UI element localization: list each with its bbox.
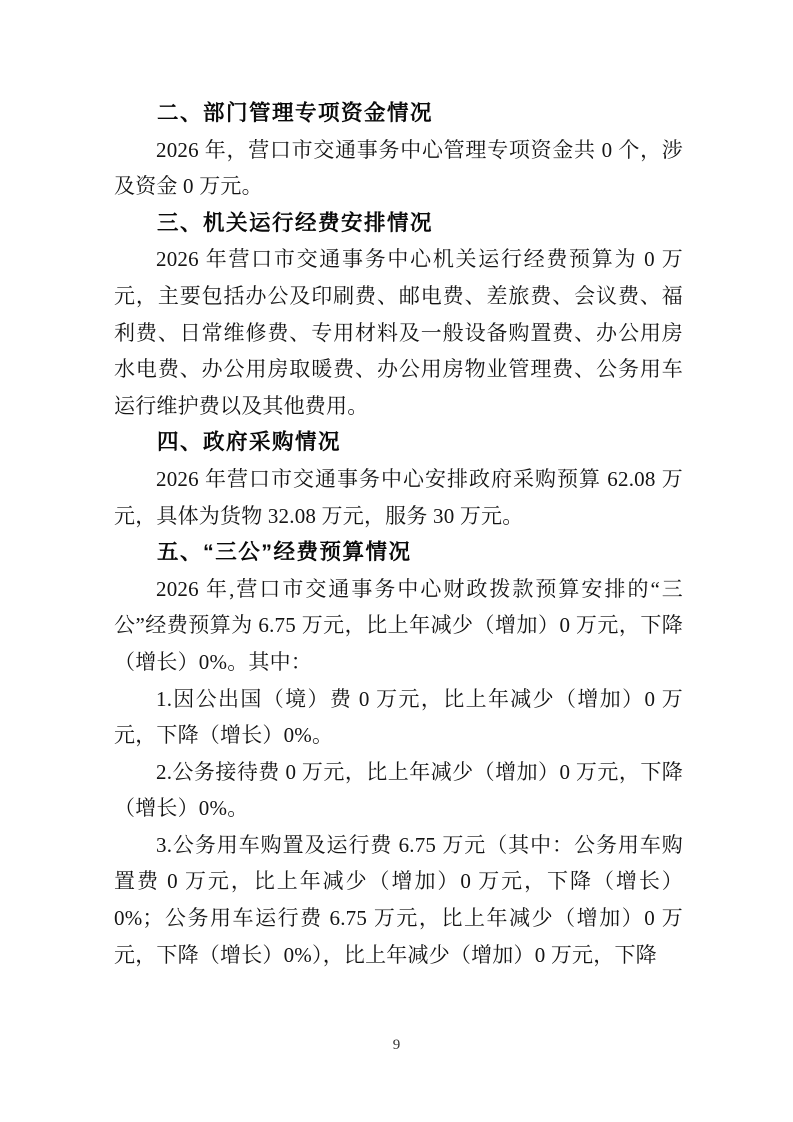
section-heading: 五、“三公”经费预算情况 bbox=[157, 540, 412, 565]
body-paragraph: 2026 年，营口市交通事务中心管理专项资金共 0 个，涉及资金 0 万元。 bbox=[114, 137, 683, 199]
body-paragraph: 2.公务接待费 0 万元，比上年减少（增加）0 万元，下降（增长）0%。 bbox=[114, 759, 683, 821]
body-paragraph: 1.因公出国（境）费 0 万元，比上年减少（增加）0 万元，下降（增长）0%。 bbox=[114, 686, 683, 748]
section-heading: 四、政府采购情况 bbox=[157, 430, 342, 455]
body-paragraph: 2026 年营口市交通事务中心安排政府采购预算 62.08 万元，具体为货物 32.08 万元，服务 30 万元。 bbox=[114, 466, 683, 528]
document-body bbox=[114, 95, 683, 973]
body-paragraph: 3.公务用车购置及运行费 6.75 万元（其中：公务用车购置费 0 万元，比上年减少（增加）0 万元，下降（增长）0%；公务用车运行费 6.75 万元，比上年减少（增加）0 万元，下降（增长）0%），比上年减少（增加）0 万元，下降 bbox=[114, 832, 683, 967]
section-heading: 二、部门管理专项资金情况 bbox=[157, 101, 434, 125]
body-paragraph: 2026 年,营口市交通事务中心财政拨款预算安排的“三公”经费预算为 6.75 万元，比上年减少（增加）0 万元，下降（增长）0%。其中： bbox=[114, 576, 683, 674]
page-number: 9 bbox=[392, 1037, 401, 1053]
body-paragraph: 2026 年营口市交通事务中心机关运行经费预算为 0 万元，主要包括办公及印刷费、邮电费、差旅费、会议费、福利费、日常维修费、专用材料及一般设备购置费、办公用房水电费、办公用房取暖费、办公用房物业管理费、公务用车运行维护费以及其他费用。 bbox=[114, 247, 683, 418]
section-heading: 三、机关运行经费安排情况 bbox=[157, 210, 434, 235]
